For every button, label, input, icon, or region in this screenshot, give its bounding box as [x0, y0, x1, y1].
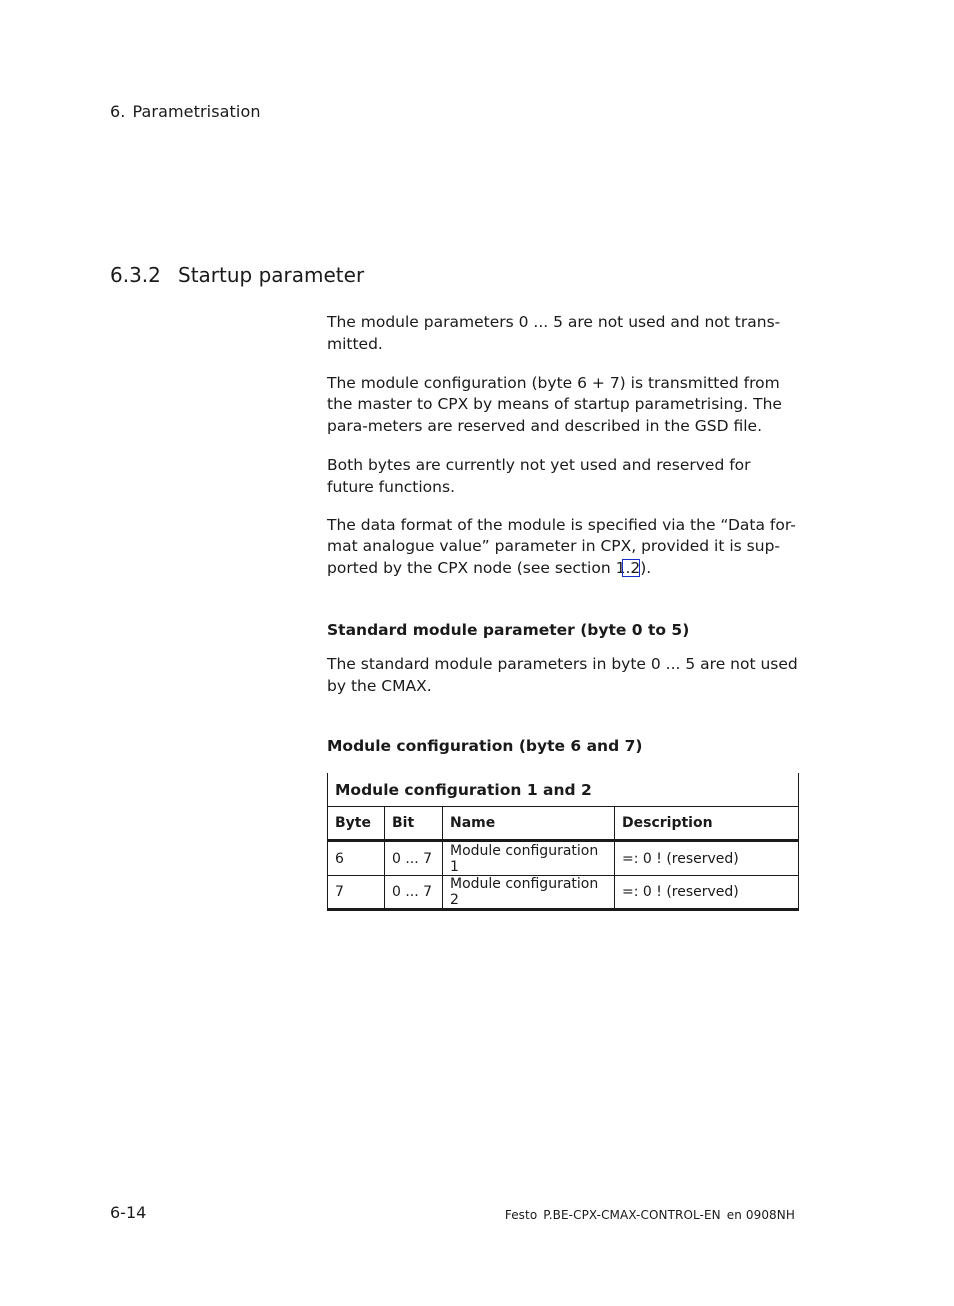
standard-module-parameter-text: The standard module parameters in byte 0 ... 5 are not used by the CMAX. — [327, 655, 798, 695]
column-header-bit: Bit — [385, 807, 443, 841]
table-row — [328, 876, 799, 910]
paragraph-reserved-bytes: Both bytes are currently not yet used and reserved for future functions. — [327, 455, 751, 496]
data-format-text: The data format of the module is specified via the “Data for-mat analogue value” parameter in CPX, provided it is sup-ported by the CPX node (see section — [327, 515, 796, 578]
body-text — [327, 312, 799, 580]
section-number: 6.3.2 — [110, 263, 161, 287]
paragraph-module-parameters: The module parameters 0 ... 5 are not used and not trans-mitted. — [327, 313, 781, 353]
column-header-name: Name — [443, 807, 615, 841]
table-row — [328, 841, 799, 876]
paragraph-data-format — [327, 515, 799, 580]
section-title: Startup parameter — [178, 263, 365, 287]
chapter-number: 6. — [110, 102, 126, 121]
chapter-title: Parametrisation — [132, 102, 261, 121]
cell-bit: 0 ... 7 — [385, 876, 443, 910]
table-title-row — [328, 773, 799, 807]
data-format-text-end: ). — [640, 559, 652, 578]
chapter-header — [110, 102, 261, 121]
section-reference-link[interactable]: 1.2 — [615, 559, 641, 578]
section-reference-box[interactable] — [622, 559, 640, 577]
footer-document-info — [505, 1208, 795, 1222]
standard-module-parameter-heading: Standard module parameter (byte 0 to 5) — [327, 621, 690, 639]
cell-name: Module configuration 1 — [443, 841, 615, 876]
table-header-row — [328, 807, 799, 841]
page-number: 6-14 — [110, 1203, 147, 1222]
column-header-byte: Byte — [328, 807, 385, 841]
module-configuration-table — [327, 773, 799, 911]
cell-byte: 7 — [328, 876, 385, 910]
module-configuration-heading: Module configuration (byte 6 and 7) — [327, 737, 643, 755]
footer-publisher: Festo — [504, 1208, 538, 1222]
cell-description: =: 0 ! (reserved) — [615, 841, 799, 876]
table-title: Module configuration 1 and 2 — [328, 773, 799, 807]
footer-edition: en 0908NH — [726, 1208, 795, 1222]
cell-description: =: 0 ! (reserved) — [615, 876, 799, 910]
column-header-description: Description — [615, 807, 799, 841]
cell-bit: 0 ... 7 — [385, 841, 443, 876]
cell-byte: 6 — [328, 841, 385, 876]
footer-doc-id: P.BE-CPX-CMAX-CONTROL-EN — [543, 1208, 721, 1222]
paragraph-module-configuration: The module configuration (byte 6 + 7) is transmitted from the master to CPX by means of startup parametrising. The para-meters are reserved and described in the GSD file. — [327, 373, 782, 436]
cell-name: Module configuration 2 — [443, 876, 615, 910]
section-heading — [110, 263, 364, 287]
